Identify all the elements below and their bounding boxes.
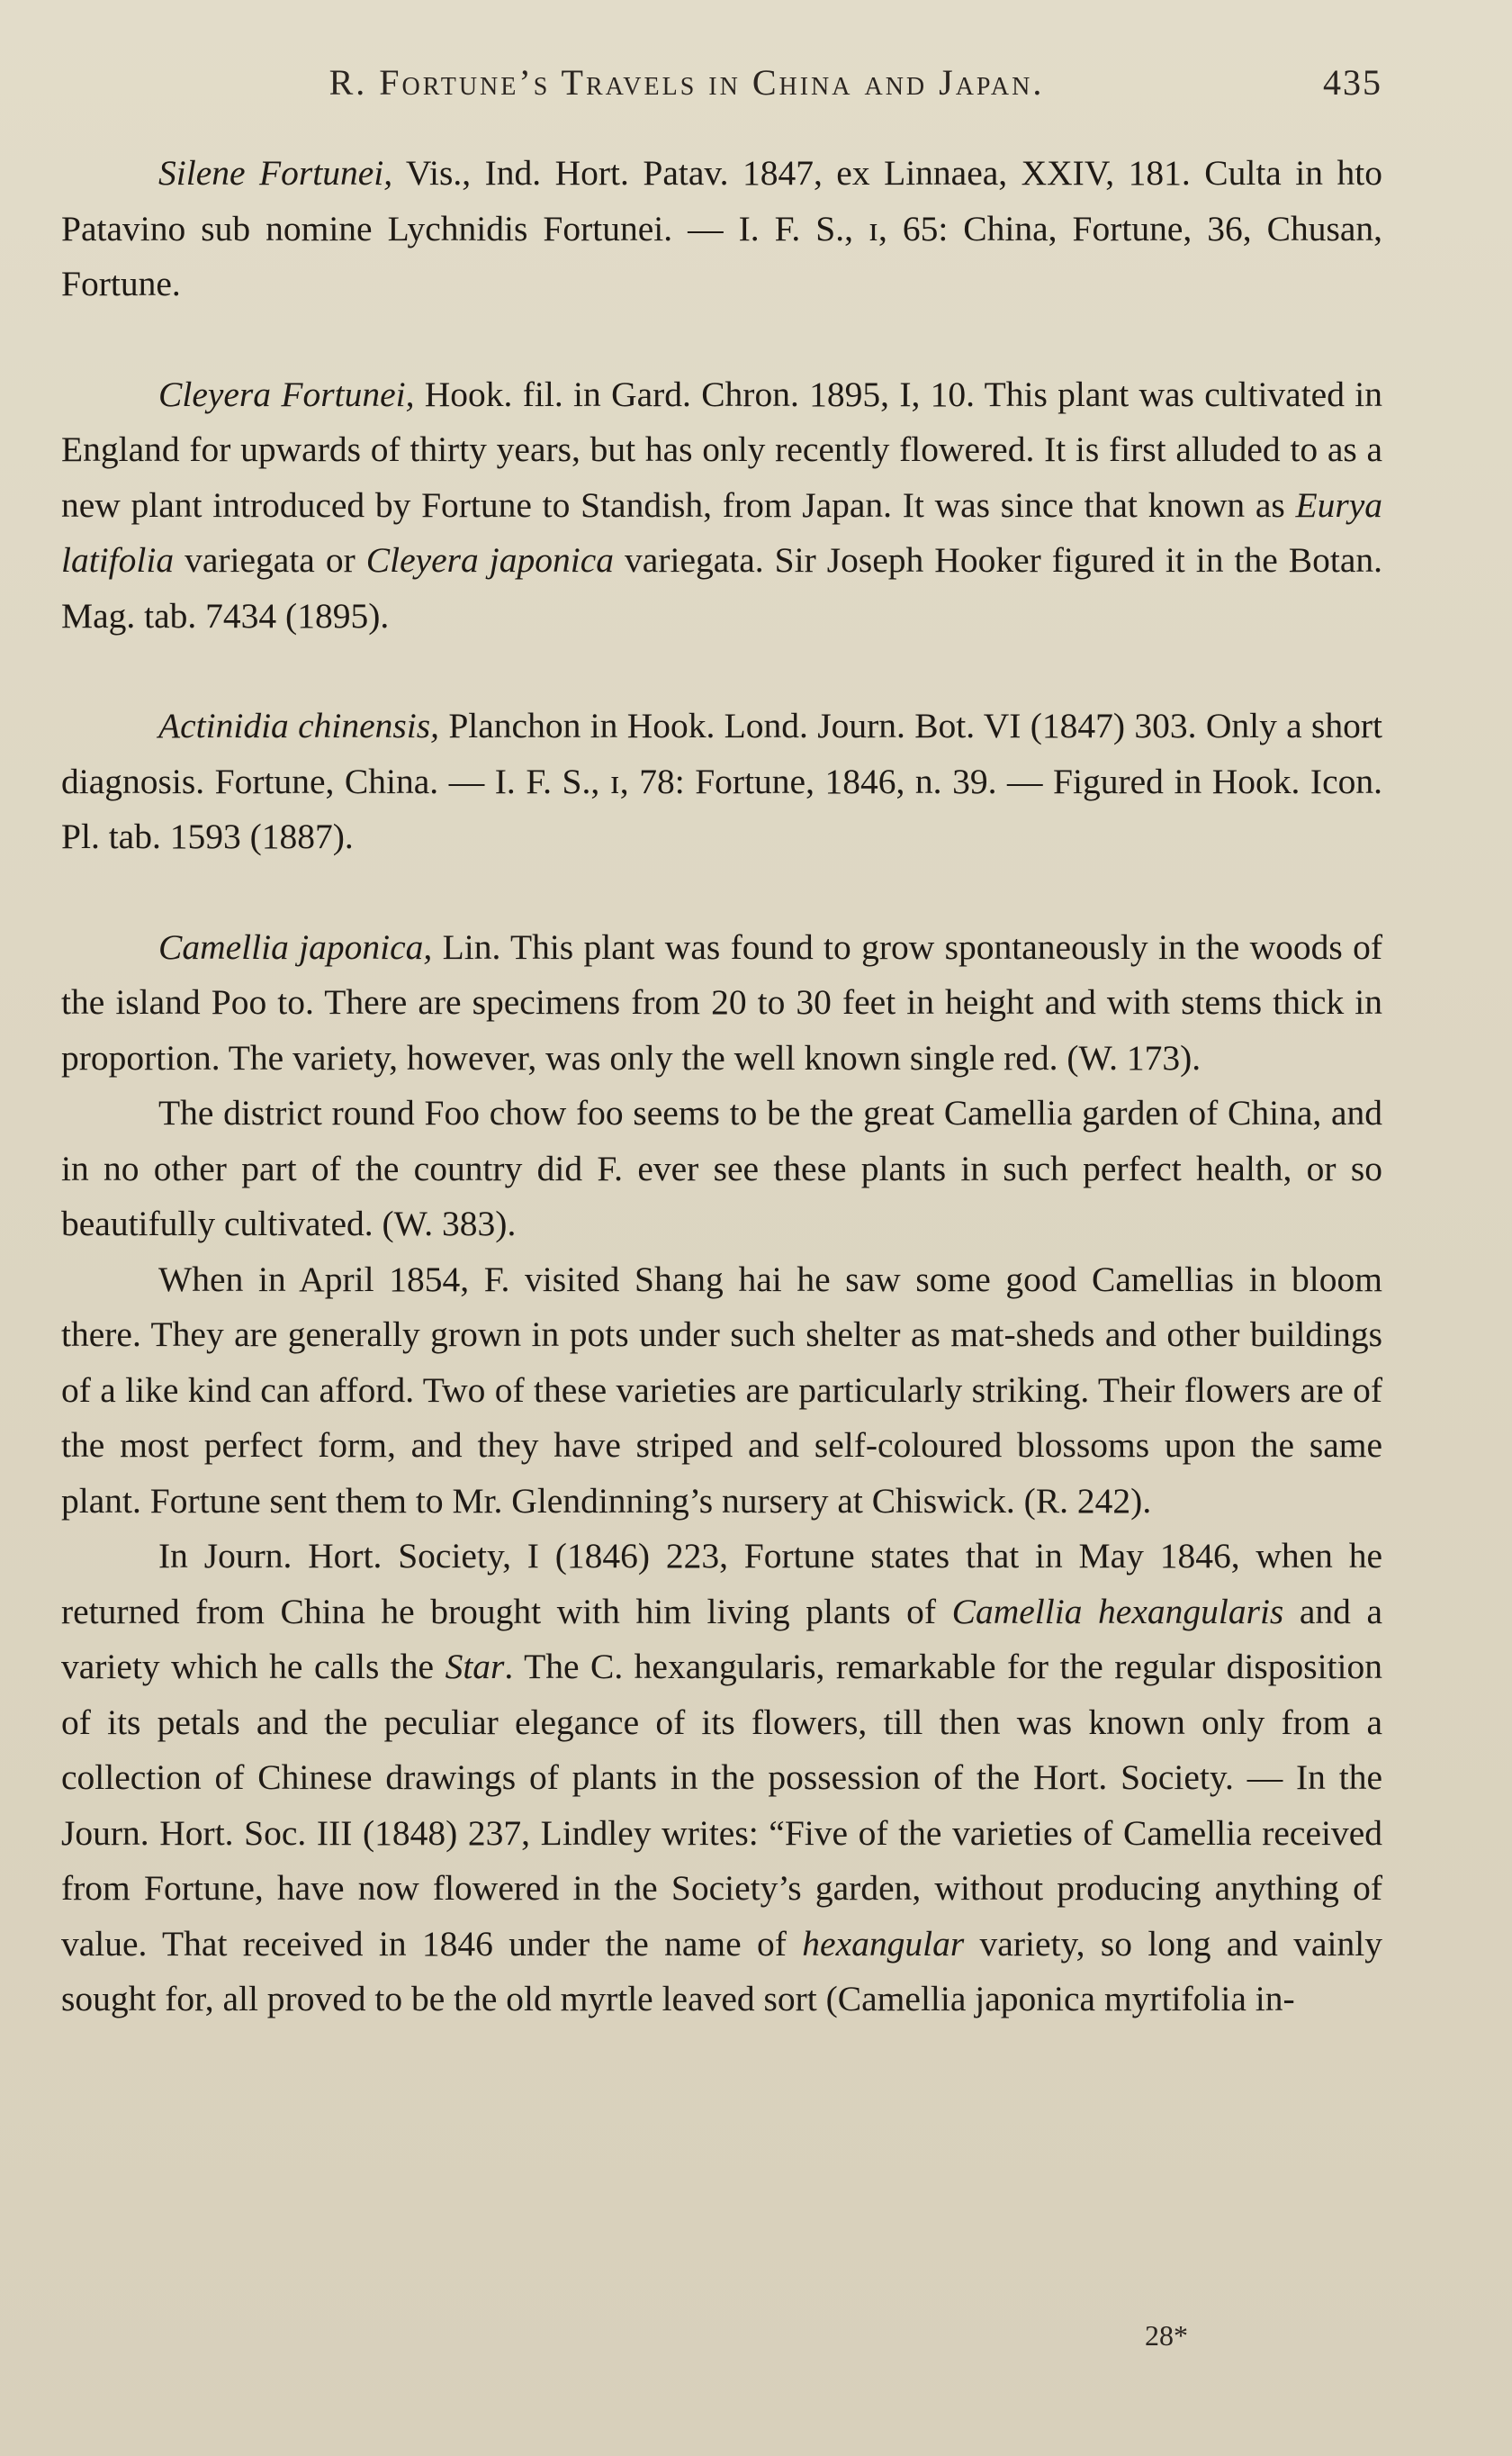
printer-signature: 28* [1145, 2319, 1188, 2352]
entry-silene-fortunei [61, 146, 1382, 312]
entry-text: Lin. This plant was found to grow spontaneously in the woods of the island Poo to. There are specimens from 20 to 30 feet in height and with stems thick in proportion. The variety, however, was only the well known single red. (W. 173). [61, 926, 1382, 1078]
running-title: R. Fortune’s Travels in China and Japan. [328, 62, 1045, 103]
entry-cleyera-fortunei [61, 367, 1382, 645]
entry-text: Planchon in Hook. Lond. Journ. Bot. VI (1847) 303. Only a short diagnosis. Fortune, China. — I. F. S., ɪ, 78: Fortune, 1846, n. 39. — Figured in Hook. Icon. Pl. tab. 1593 (1887). [61, 706, 1382, 856]
entry-text: Vis., Ind. Hort. Patav. 1847, ex Linnaea, XXIV, 181. Culta in hto Patavino sub nomine Lychnidis Fortunei. — I. F. S., ɪ, 65: China, Fortune, 36, Chusan, Fortune. [61, 153, 1382, 303]
entry-text: variegata. Sir Joseph Hooker figured it in the Botan. Mag. tab. 7434 (1895). [61, 540, 1382, 636]
species-name: Cleyera Fortunei, [158, 374, 415, 414]
paragraph-text: . The C. hexangularis, remarkable for the regular disposition of its petals and the peculiar elegance of its flowers, till then was known only from a collection of Chinese drawings of plants in the possession of the Hort. Society. — In the Journ. Hort. Soc. III (1848) 237, Lindley writes: “Five of the varieties of Camellia received from Fortune, have now flowered in the Society’s garden, without producing anything of value. That received in 1846 under the name of [61, 1647, 1382, 1964]
variety-name: hexangular [802, 1923, 965, 1964]
paragraph-journ-hort [61, 1529, 1382, 2027]
entry-text: variegata or [174, 540, 366, 580]
page-number: 435 [1323, 62, 1382, 103]
entry-text: Hook. fil. in Gard. Chron. 1895, I, 10. This plant was cultivated in England for upwards of thirty years, but has only recently flowered. It is first alluded to as a new plant introduced by Fortune to Standish, from Japan. It was since that known as [61, 374, 1382, 525]
paragraph-text: and a variety which he calls the [61, 1591, 1382, 1686]
species-name: Silene Fortunei, [158, 153, 393, 193]
variety-name: Star [445, 1647, 505, 1686]
entry-camellia-japonica [61, 920, 1382, 1087]
paragraph-foo-chow: The district round Foo chow foo seems to be the great Camellia garden of China, and in no other part of the country did F. ever see these plants in such perfect health, or so beautifully cultivated. (W. 383). [61, 1093, 1382, 1243]
species-name: Eurya latifolia [61, 484, 1382, 580]
species-name: Camellia japonica, [158, 926, 433, 967]
species-name: Cleyera japonica [365, 540, 615, 580]
paragraph-shang-hai: When in April 1854, F. visited Shang hai he saw some good Camellias in bloom there. They are generally grown in pots under such shelter as mat-sheds and other buildings of a like kind can afford. Two of these varieties are particularly striking. Their flowers are of the most perfect form, and they have striped and self-coloured blossoms upon the same plant. Fortune sent them to Mr. Glendinning’s nursery at Chiswick. (R. 242). [61, 1259, 1382, 1521]
paragraph-text: variety, so long and vainly sought for, all proved to be the old myrtle leaved sort (Camellia japonica myrtifolia in- [61, 1923, 1382, 2018]
species-name: Camellia hexangularis [951, 1591, 1284, 1631]
paragraph-text: In Journ. Hort. Society, I (1846) 223, Fortune states that in May 1846, when he returned from China he brought with him living plants of [61, 1536, 1382, 1631]
running-head [61, 61, 1382, 115]
entry-actinidia-chinensis [61, 699, 1382, 865]
page-body [61, 146, 1382, 2027]
species-name: Actinidia chinensis, [158, 706, 440, 745]
